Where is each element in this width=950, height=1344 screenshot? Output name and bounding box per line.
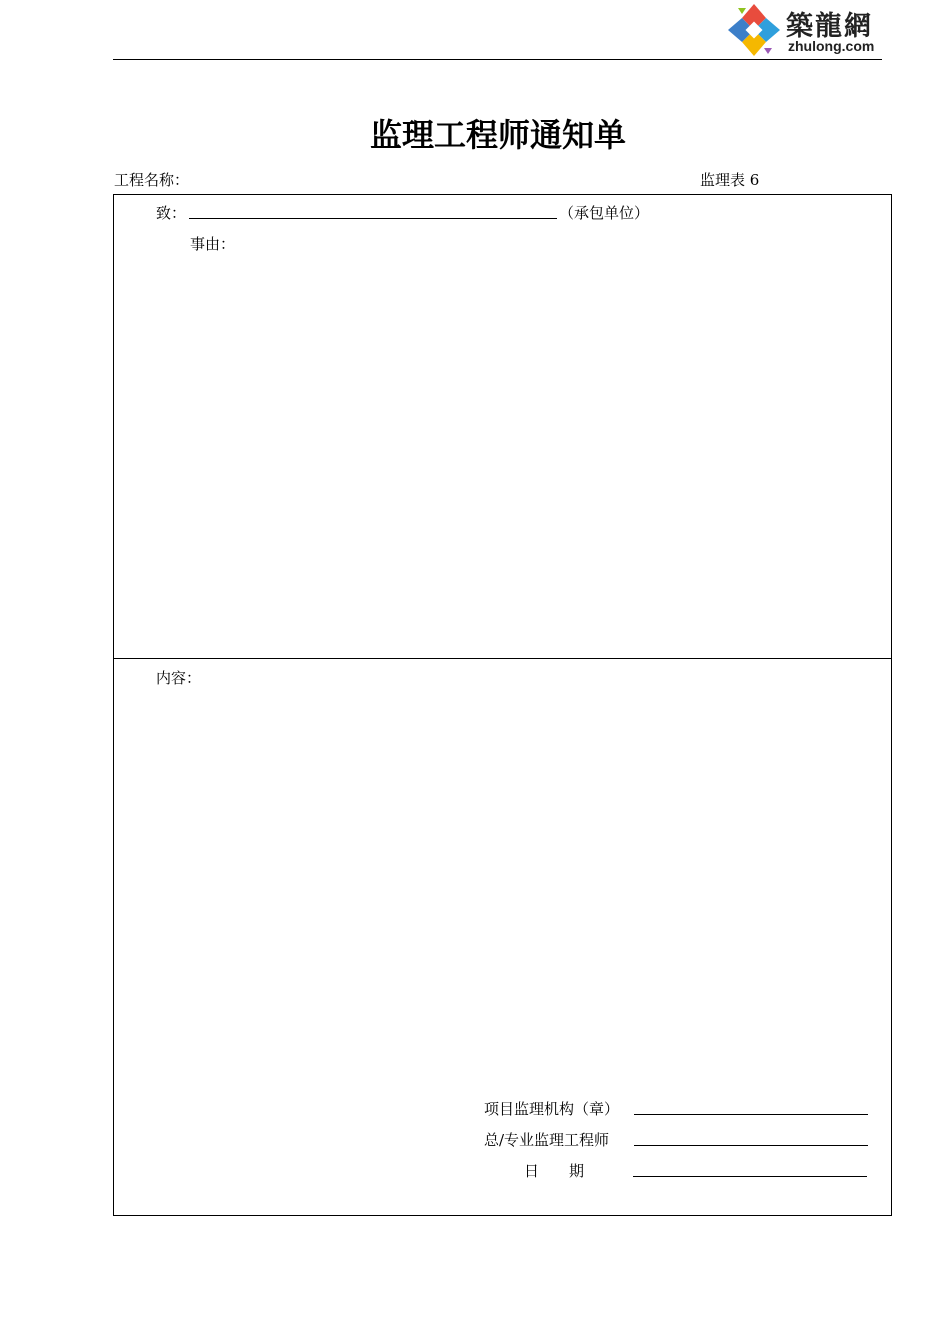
org-seal-field[interactable] <box>634 1114 868 1115</box>
date-label: 日 期 <box>524 1162 585 1180</box>
engineer-label: 总/专业监理工程师 <box>484 1131 610 1149</box>
document-title: 监理工程师通知单 <box>369 116 626 154</box>
zhulong-logo-icon <box>724 2 784 58</box>
contractor-name-field[interactable] <box>189 218 557 219</box>
logo-text-cn: 築龍網 <box>786 11 873 42</box>
zhulong-logo <box>724 2 884 56</box>
engineer-signature-field[interactable] <box>634 1145 868 1146</box>
header-rule <box>113 59 882 60</box>
contractor-label: （承包单位） <box>559 204 650 222</box>
content-label: 内容： <box>156 669 202 687</box>
org-seal-label: 项目监理机构（章） <box>484 1100 620 1118</box>
logo-text-en: zhulong.com <box>788 38 875 54</box>
date-field[interactable] <box>633 1176 867 1177</box>
notice-form-box <box>113 194 892 1216</box>
to-label: 致： <box>156 204 187 222</box>
form-code: 监理表 6 <box>700 171 760 189</box>
reason-label: 事由： <box>190 235 236 253</box>
project-name-label: 工程名称： <box>114 171 190 189</box>
section-divider <box>113 658 892 659</box>
